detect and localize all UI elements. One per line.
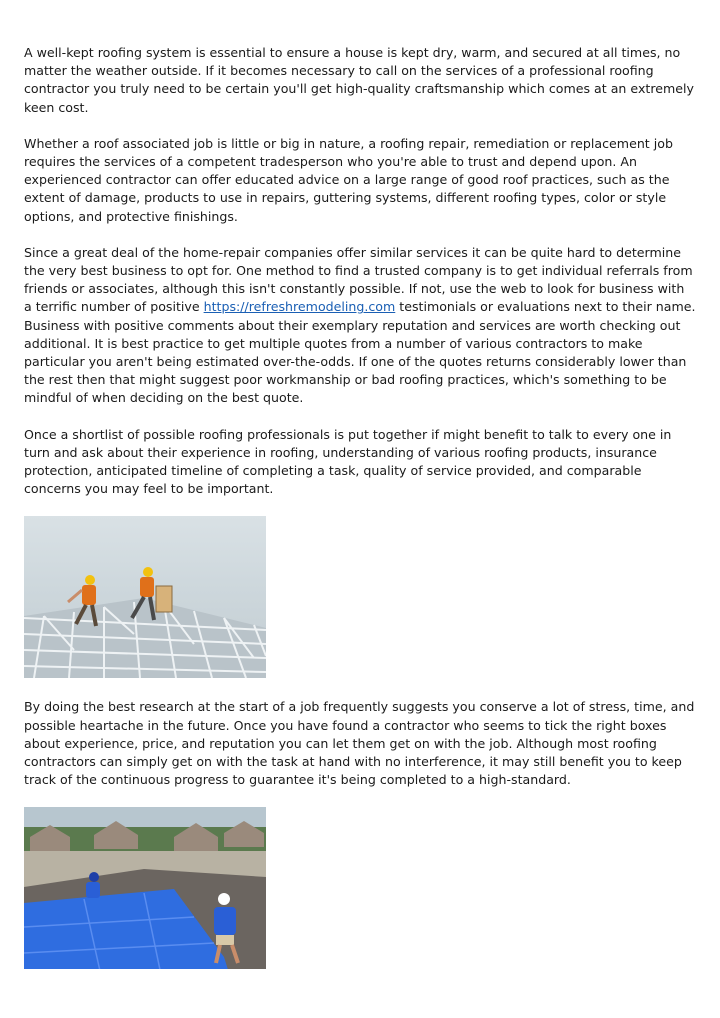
paragraph-3 (24, 244, 696, 408)
roof-frame-illustration (24, 516, 266, 678)
tarp-roof-illustration (24, 807, 266, 969)
paragraph-5: By doing the best research at the start of a job frequently suggests you conserve a lot of stress, time, and possible heartache in the future. Once you have found a contractor who seems to tick the right boxes about experience, price, and reputation you can let them get on with the job. Although most roofing contractors can simply get on with the task at hand with no interference, it may still benefit you to keep track of the continuous progress to guarantee it's being completed to a high-standard. (24, 699, 695, 788)
article (24, 44, 696, 987)
paragraph-1: A well-kept roofing system is essential to ensure a house is kept dry, warm, and secured at all times, no matter the weather outside. If it becomes necessary to call on the services of a professional roofing contractor you truly need to be certain you'll get high-quality craftsmanship which comes at an extremely keen cost. (24, 45, 694, 115)
roofers-on-roof-frame-photo (24, 516, 266, 678)
roofers-laying-blue-tarp-photo (24, 807, 266, 969)
paragraph-2: Whether a roof associated job is little or big in nature, a roofing repair, remediation or replacement job requires the services of a competent tradesperson who you're able to trust and depend upon. An experienced contractor can offer educated advice on a large range of good roof practices, such as the extent of damage, products to use in repairs, guttering systems, different roofing types, color or style options, and protective finishings. (24, 135, 673, 224)
refresh-remodeling-link[interactable]: https://refreshremodeling.com (203, 299, 396, 315)
paragraph-4: Once a shortlist of possible roofing professionals is put together if might benefit to talk to every one in turn and ask about their experience in roofing, understanding of various roofing products, insurance protection, anticipated timeline of completing a task, quality of service provided, and comparable concerns you may feel to be important. (24, 426, 672, 497)
paragraph-3-text-after: testimonials or evaluations next to their name. Business with positive comments about their exemplary reputation and services are worth checking out additional. It is best practice to get multiple quotes from a number of various contractors to make particular you aren't being estimated over-the-odds. If one of the quotes returns considerably lower than the rest then that might suggest poor workmanship or bad roofing practices, which's something to be mindful of when deciding on the best quote. (24, 299, 696, 406)
paragraph-3-text-before: Since a great deal of the home-repair companies offer similar services it can be quite hard to determine the very best business to opt for. One method to find a trusted company is to get individual referrals from friends or associates, although this isn't constantly possible. If not, use the web to look for business with a terrific number of positive (24, 244, 693, 315)
